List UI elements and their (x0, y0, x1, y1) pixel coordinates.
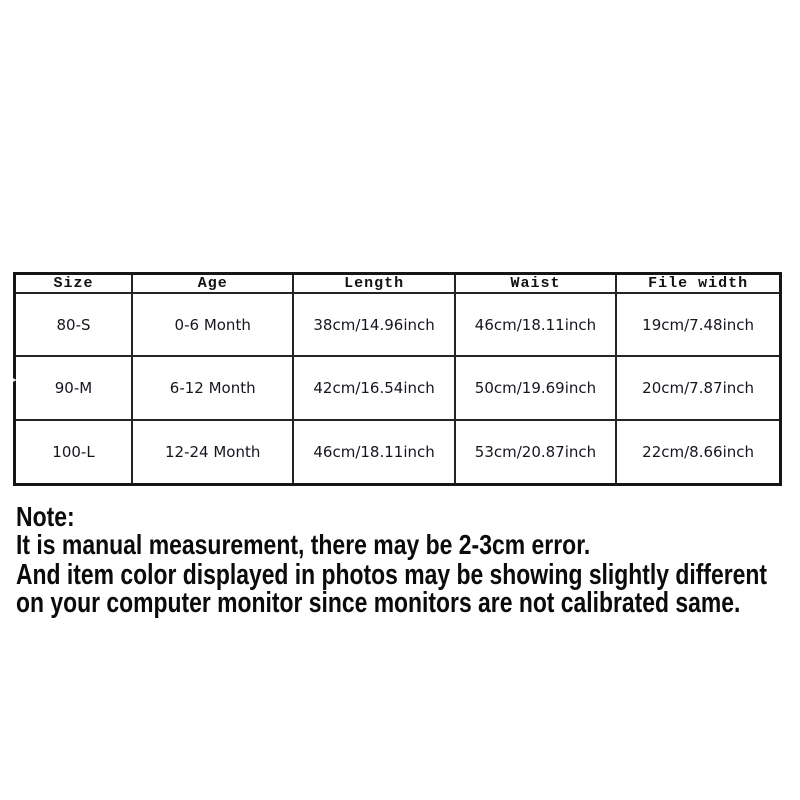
header-row (15, 274, 781, 294)
cell-file-width: 19cm/7.48inch (616, 293, 780, 356)
size-chart-table (13, 272, 782, 486)
header-age: Age (132, 274, 293, 294)
table-row (15, 420, 781, 485)
note-paragraph-2 (16, 561, 800, 617)
table-row (15, 356, 781, 419)
header-file-width: File width (616, 274, 780, 294)
note-line-2: And item color displayed in photos may be showing slightly different (16, 559, 768, 591)
cell-age: 6-12 Month (132, 356, 293, 419)
cell-size: 100-L (15, 420, 133, 485)
cell-file-width: 22cm/8.66inch (616, 420, 780, 485)
cell-size: 90-M (15, 356, 133, 419)
note-line-3: on your computer monitor since monitors are not calibrated same. (16, 587, 741, 619)
header-size: Size (15, 274, 133, 294)
note-title: Note: (16, 501, 75, 532)
header-waist: Waist (455, 274, 616, 294)
cell-length: 38cm/14.96inch (293, 293, 454, 356)
note-paragraph-1 (16, 503, 716, 559)
cell-length: 46cm/18.11inch (293, 420, 454, 485)
cell-age: 0-6 Month (132, 293, 293, 356)
cell-length: 42cm/16.54inch (293, 356, 454, 419)
cell-waist: 53cm/20.87inch (455, 420, 616, 485)
cell-waist: 46cm/18.11inch (455, 293, 616, 356)
cell-age: 12-24 Month (132, 420, 293, 485)
header-length: Length (293, 274, 454, 294)
cell-size: 80-S (15, 293, 133, 356)
cell-file-width: 20cm/7.87inch (616, 356, 780, 419)
note-line-1: It is manual measurement, there may be 2-3cm error. (16, 529, 591, 560)
table-row (15, 293, 781, 356)
cell-waist: 50cm/19.69inch (455, 356, 616, 419)
